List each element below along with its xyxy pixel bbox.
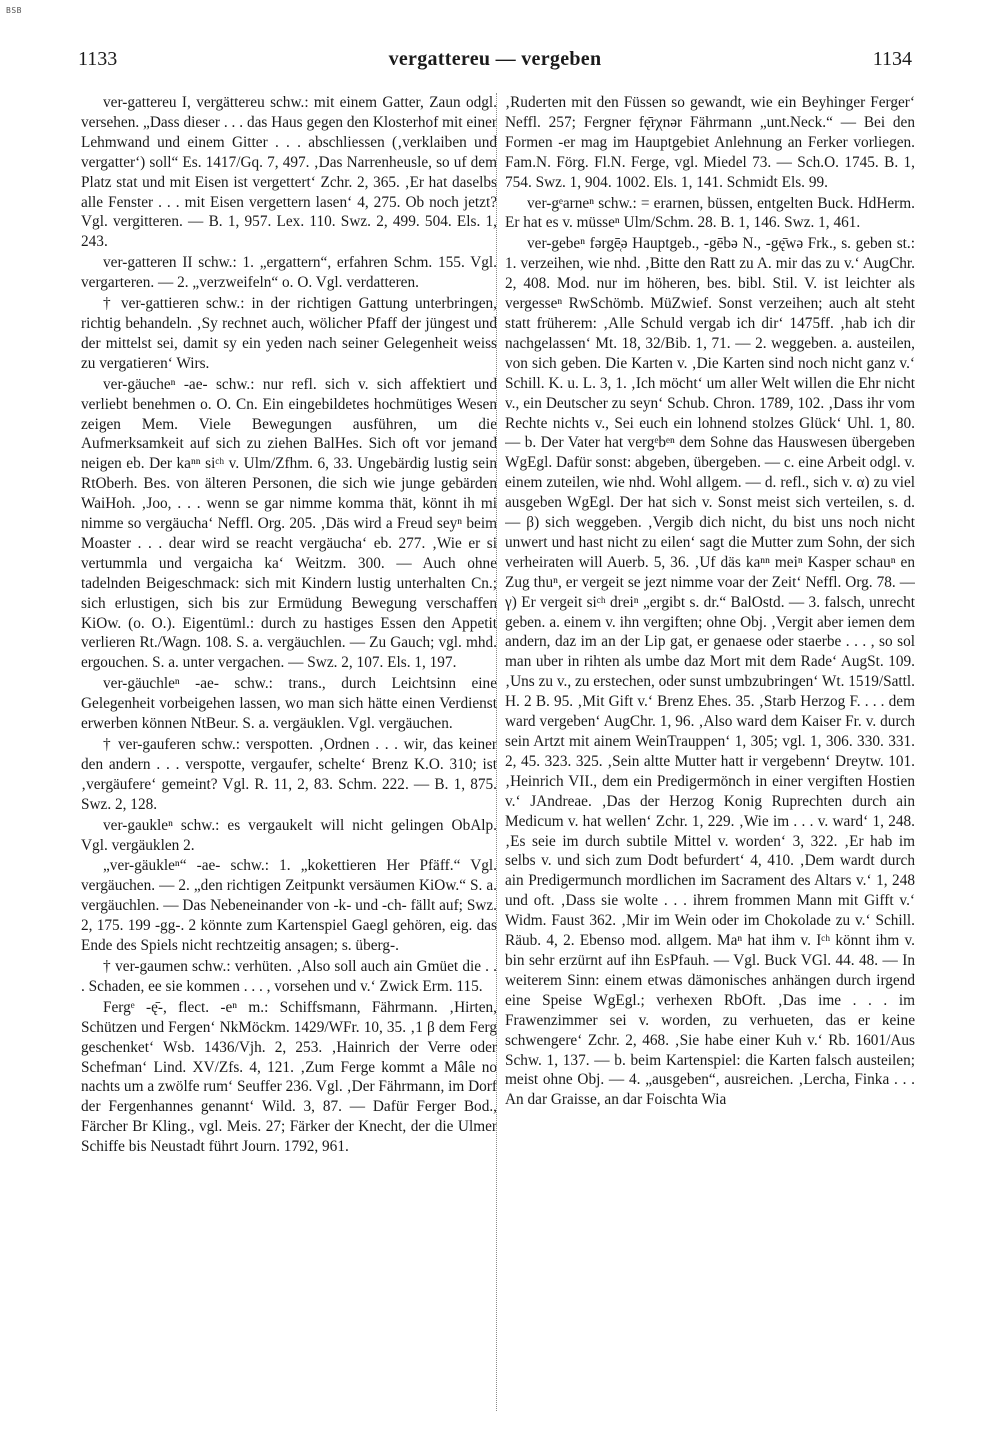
entry-vergaeuklen: „ver-gäukleⁿ“ -ae- schw.: 1. „kokettieren Her Pfäff.“ Vgl. vergäuchen. — 2. „den richtigen Zeitpunkt versäumen KiOw.“ S. a. vergäuchlen. — Das Nebeneinander von -k- und -ch- fällt auf; Swz. 2, 175. 199 -gg-. 2 könnte zum Kartenspiel Gaegl gehören, eig. das Ende des Spiels nicht rechtzeitig ansagen; s. überg-.: [81, 857, 497, 955]
page-number-right: 1134: [872, 48, 912, 70]
entry-vergaeuchlen: ver-gäuchleⁿ -ae- schw.: trans., durch Leichtsinn eine Gelegenheit vorbeigehen lassen, wo man sich hätte einen Verdienst erwerben können NtBeur. S. a. vergäuklen. Vgl. vergäuchen.: [81, 675, 497, 733]
entry-vergauklen: ver-gaukleⁿ schw.: es vergaukelt will nicht gelingen ObAlp. Vgl. vergäuklen 2.: [81, 816, 497, 854]
entry-ferge: Fergᵉ -ę̄-, flect. -eⁿ m.: Schiffsmann, Fährmann. ‚Hirten, Schützen und Fergen‘ NkMöckm. 1429/WFr. 10, 35. ‚1 β dem Ferg geschenket‘ Wsb. 1436/Vjh. 2, 253. ‚Hainrich der Verre oder Schefman‘ Lind. XV/Zfs. 4, 121. ‚Zum Ferge kommt a Mâle no nachts um a zwölfe rum‘ Seuffer 236. Vgl. ‚Der Fährmann, im Dorf der Fergenhannes genannt‘ Wild. 3, 87. — Dafür Ferger Bod., Färcher Br Kling., vgl. Meis. 27; Färker der Knecht, der die Ulmer Schiffe bis Neustadt führt Journ. 1792, 961.: [81, 998, 497, 1156]
entry-vergaeuchen: ver-gäucheⁿ -ae- schw.: nur refl. sich v. sich affektiert und verliebt benehmen o. O. Cn. Ein eingebildetes hochmütiges Wesen zeigen Mem. Viele Bewegungen ausführen, um die Aufmerksamkeit auf sich zu ziehen BalHes. Sich oft vor jemand neigen eb. Der kaⁿⁿ siᶜʰ v. Ulm/Zfhm. 6, 33. Ungebärdig lustig sein RtOberh. Bes. von älteren Personen, die sich wie junge gebärden WaiHoh. ‚Joo, . . . wenn se gar nimme komma thät, könnt ih mi nimme so vergäucha‘ Neffl. Org. 205. ‚Däs wird a Freud seyⁿ beim Moaster . . . dear wird se reacht vergäucha‘ eb. 277. ‚Wie er si vertummla und vergaicha ka‘ Weitzm. 300. — Auch ohne tadelnden Beigeschmack: sich mit Kindern lustig unterhalten Cn.; sich erlustigen, sich bis zur Ermüdung Bewegung verschaffen KiOw. (o. O.). Eigentüml.: durch zu hastiges Essen den Appetit verlieren Rt./Wagn. 108. S. a. vergäuchlen. — Zu Gauch; vgl. mhd. ergouchen. S. a. unter vergachen. — Swz. 2, 107. Els. 1, 197.: [81, 375, 497, 672]
entry-vergatteren-1: ver-gattereu I, vergättereu schw.: mit einem Gatter, Zaun odgl. versehen. „Dass dieser . . . das Haus gegen den Klosterhof mit einer Lehmwand und einem Gitter . . . abschliessen (‚verklaiben und vergatter‘) soll“ Es. 1417/Gq. 7, 497. ‚Das Narrenheusle, so uf dem Platz stat und mit Eisen ist vergettert‘ Zchr. 2, 365. ‚Er hat daselbs alle Fenster . . . mit Eisen vergettern lasen‘ 4, 275. Ob noch jetzt? Vgl. vergitteren. — B. 1, 957. Lex. 110. Swz. 2, 499. 504. Els. 1, 243.: [81, 94, 497, 251]
entry-vergeben: ver-gebeⁿ fərgē̜ə Hauptgeb., -gēbə N., -gę̄wə Frk., s. geben st.: 1. verzeihen, wie nhd. ‚Bitte den Ratt zu A. mir das zu v.‘ AugChr. 2, 408. Mod. nur im höheren, bes. bibl. Stil. V. ist leichter als vergesseⁿ RwSchömb. MüZwief. Sonst verzeihen; auch alt steht statt früherem: ‚Alle Schuld vergab ich dir‘ 1475ff. ‚hab ich dir nachgelassen‘ Mt. 18, 32/Bib. 1, 71. — 2. weggeben. a. austeilen, von sich geben. Die Karten v. ‚Die Karten sind noch nicht ganz v.‘ Schill. K. u. L. 3, 1. ‚Ich möcht‘ um aller Welt willen die Ehr nicht v., ein Deutscher zu seyn‘ Schub. Chron. 1789, 102. ‚Dass ihr vom Rechte nichts v., Sei euch ein lohnend stolzes Glück‘ Uhl. 1, 80. — b. Der Vater hat vergᵉbᵉⁿ dem Sohne das Hauswesen übergeben WgEgl. Dafür sonst: abgeben, übergeben. — c. eine Arbeit odgl. v. einem zuteilen, wie nhd. Wohl allgem. — d. refl., sich v. α) zu viel ausgeben WgEgl. Der hat sich v. Sonst meist sich verteilen, s. d. — β) sich weggeben. ‚Vergib dich nicht, du bist uns noch nicht unwert und hast nicht zu eilen‘ sagt die Mutter zum Sohn, der sich verheiraten will Auerb. 5, 36. ‚Uf däs kaⁿⁿ meiⁿ Kasper schauⁿ en Zug thuⁿ, er vergeit se jezt nimme voar der Zeit‘ Neffl. Org. 78. — γ) Er vergeit siᶜʰ dreiⁿ „ergibt s. dr.“ BalOstd. — 3. falsch, unrecht geben. a. einem v. ihn vergiften; ohne Obj. ‚Vergit aber iemen dem andern, daz im an der Lip gat, er genaese oder staerbe . . . , so sol man uber in rihten als umbe daz Mort mit dem Rade‘ AugSt. 109. ‚Uns zu v., zu erstechen, oder sunst umbzubringen‘ Wt. 1519/Sattl. H. 2 B. 95. ‚Mit Gift v.‘ Brenz Ehes. 35. ‚Starb Herzog F. . . . dem ward vergeben‘ AugChr. 1, 96. ‚Also ward dem Kaiser Fr. v. durch sein Artzt mit ainem WeinTrauppen‘ 1, 305; vgl. 1, 306. 330. 331. 2, 45. 323. 325. ‚Sein altte Mutter hatt ir vergebenn‘ Dreytw. 101. ‚Heinrich VII., dem ein Predigermönch in einer vergiften Hostien v.‘ JAndreae. ‚Das der Herzog Konig Ruprechten durch ain Medicum v. hat wellen‘ Zchr. 1, 229. ‚Wie im . . . v. ward‘ 1, 248. ‚Es seie im durch subtile Mittel v. worden‘ 3, 322. ‚Er hab im selbs v. und sich zum Dodt befurdert‘ 4, 410. ‚Dem wardt durch ain Predigermunch mordlichen im Sacrament des Altars v.‘ 1, 248 und oft. ‚Dass sie wolte . . . ihrem frommen Mann mit Gifft v.‘ Widm. Faust 362. ‚Mir im Wein oder im Chokolade zu v.‘ Schill. Räub. 4, 2. Ebenso mod. allgem. Maⁿ hat ihm v. Iᶜʰ könnt ihm v. bin sehr erzürnt auf ihn EsPfauh. — Vgl. Buck VGl. 44. 48. — In weiterem Sinn: einem etwas dämonisches anhängen durch irgend eine Speise WgEgl.; verhexen RbOft. ‚Das ime . . . im Frawenzimmer sei v. worden, zu verhueten, das er keine schwengere‘ Zchr. 2, 468. ‚Sie habe einer Kuh v.‘ Rb. 1601/Aus Schw. 1, 137. — b. beim Kartenspiel: die Karten falsch austeilen; meist ohne Obj. — 4. „ausgeben“, ausreichen. ‚Lercha, Finka . . . An dar Graisse, an dar Foischta Wia: [505, 235, 915, 1109]
entry-vergatteren-2: ver-gatterеn II schw.: 1. „ergattern“, erfahren Schm. 155. Vgl. vergarteren. — 2. „verzweifeln“ o. O. Vgl. verdatteren.: [81, 254, 497, 292]
column-divider: [496, 93, 497, 1411]
entry-vergaumen: † ver-gaumen schw.: verhüten. ‚Also soll auch ain Gmüet die . . . Schaden, ee sie kommen . . . , vorsehen und v.‘ Zwick Erm. 115.: [81, 957, 497, 995]
running-title: vergattereu — vergeben: [388, 48, 602, 70]
library-stamp: BSB: [6, 6, 22, 15]
left-column: [81, 93, 497, 1411]
right-column: [505, 93, 915, 1411]
page-number-left: 1133: [78, 48, 118, 70]
page-header: [78, 48, 912, 78]
entry-ferge-continued: ‚Ruderten mit den Füssen so gewandt, wie ein Beyhinger Ferger‘ Neffl. 257; Fergner fę̄rχnər Fährmann „unt.Neck.“ — Bei den Formen -er mag im Hauptgebiet Anlehnung an Ferker vorliegen. Fam.N. Förg. Fl.N. Ferge, vgl. Miedel 73. — Sch.O. 1745. B. 1, 754. Swz. 1, 904. 1002. Els. 1, 141. Schmidt Els. 99.: [505, 94, 915, 191]
entry-vergauferen: † ver-gauferen schw.: verspotten. ‚Ordnen . . . wir, das keiner den andern . . . verspotte, vergaufer, schelte‘ Brenz K.O. 310; ist ‚vergäufere‘ gemeint? Vgl. R. 11, 2, 83. Schm. 222. — B. 1, 875. Swz. 2, 128.: [81, 736, 497, 813]
entry-vergattieren: † ver-gattieren schw.: in der richtigen Gattung unterbringen, richtig behandeln. ‚Sy rechnet auch, wölicher Pfaff der jüngest und der mittelst sei, damit sy ein yeden nach seiner Gelegenheit weiss zu vergatieren‘ Wirs.: [81, 295, 497, 372]
entry-vergarnen: ver-gᵉarneⁿ schw.: = erarnen, büssen, entgelten Buck. HdHerm. Er hat es v. müsseⁿ Ulm/Schm. 28. B. 1, 146. Swz. 1, 461.: [505, 194, 915, 232]
